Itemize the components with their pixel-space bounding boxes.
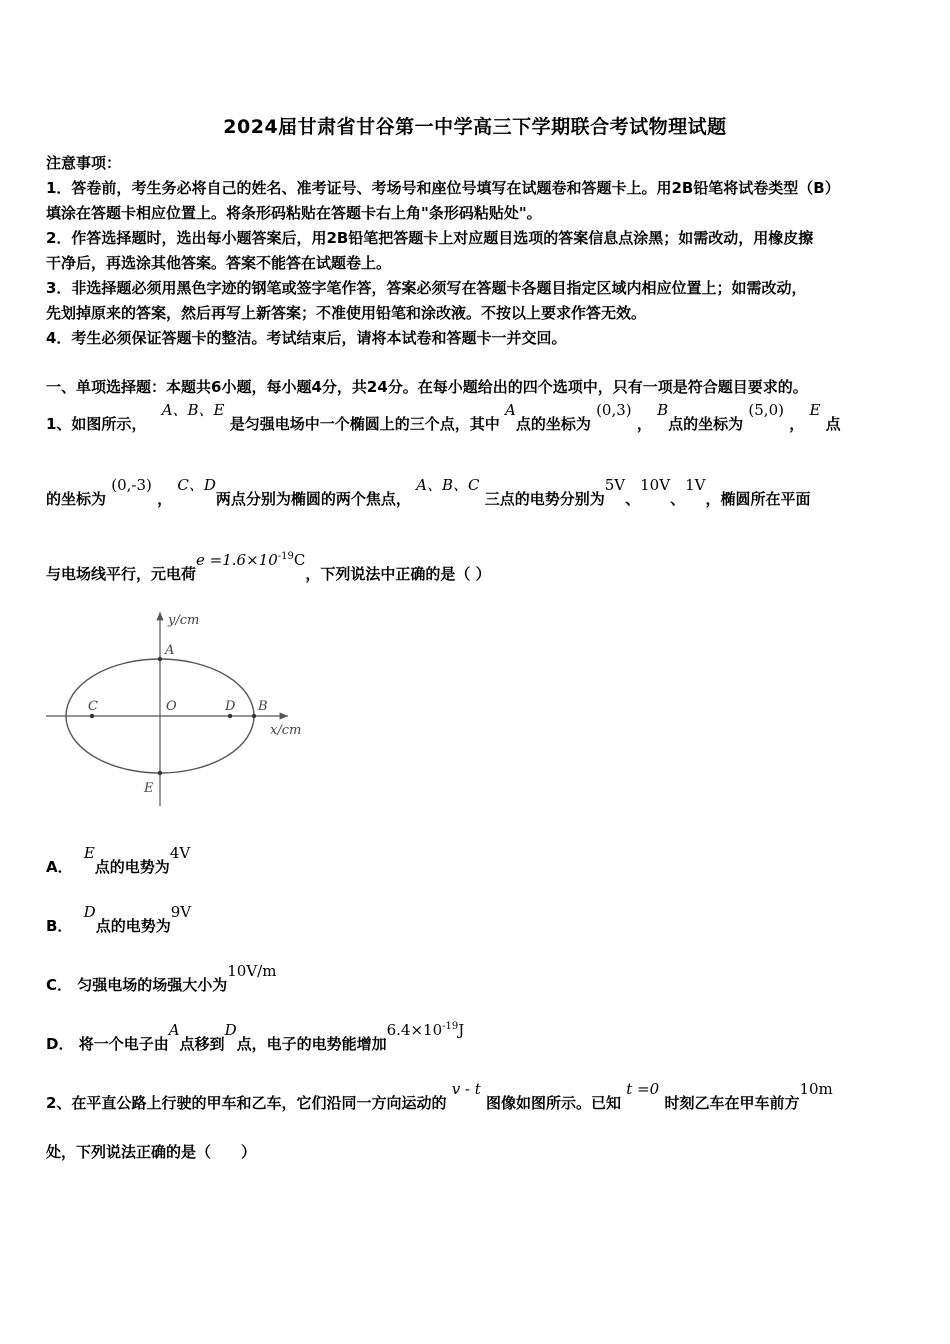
notice-item1-line2: 填涂在答题卡相应位置上。将条形码粘贴在答题卡右上角"条形码粘贴处"。	[46, 204, 542, 222]
q1-line1	[46, 401, 841, 434]
option-b-label: B．	[46, 917, 73, 935]
q1-prefix: 1、如图所示，	[46, 415, 147, 433]
option-b-var: D	[83, 903, 96, 921]
q1-coord-a: (0,3)	[596, 401, 632, 419]
option-b	[46, 903, 192, 936]
label-d: D	[225, 699, 236, 714]
q1-text6: 两点分别为椭圆的两个焦点，	[215, 490, 411, 508]
q1-comma3: ，	[157, 490, 173, 508]
notice-item4: 4．考生必须保证答题卡的整洁。考试结束后，请将本试卷和答题卡一并交回。	[46, 329, 567, 347]
q1-sep1: 、	[625, 490, 641, 508]
notice-item3-line2: 先划掉原来的答案，然后再写上新答案；不准使用铅笔和涂改液。不按以上要求作答无效。	[46, 304, 647, 322]
option-a-text: 点的电势为	[94, 858, 170, 876]
q1-points-abe: A、B、E	[161, 401, 225, 419]
point-b	[252, 714, 256, 718]
point-e	[158, 771, 162, 775]
q2-distance: 10m	[799, 1080, 833, 1098]
q2-text3: 时刻乙车在甲车前方	[664, 1094, 800, 1112]
option-d-text1: 将一个电子由	[78, 1035, 169, 1053]
option-c-label: C．	[46, 976, 73, 994]
q2-line2: 处，下列说法正确的是（ ）	[46, 1143, 257, 1161]
label-b: B	[258, 699, 268, 714]
option-b-value: 9V	[170, 903, 192, 921]
notice-item1-line1: 1．答卷前，考生务必将自己的姓名、准考证号、考场号和座位号填写在试题卷和答题卡上。用2B铅笔将试卷类型（B）	[46, 179, 840, 197]
option-a-var: E	[83, 844, 95, 862]
option-d-value-base: 6.4×10	[386, 1021, 443, 1039]
notice-item2-line2: 干净后，再选涂其他答案。答案不能答在试题卷上。	[46, 254, 392, 272]
option-d-text3: 点，电子的电势能增加	[236, 1035, 387, 1053]
option-d-label: D．	[46, 1035, 74, 1053]
option-d-value	[387, 1021, 465, 1039]
q1-text3: 点的坐标为	[668, 415, 744, 433]
q1-vars-abc: A、B、C	[416, 476, 480, 494]
q2-vt: v - t	[451, 1080, 481, 1098]
option-a-value: 4V	[169, 844, 191, 862]
option-d-value-exp: -19	[442, 1021, 459, 1032]
q1-potential-b: 10V	[640, 476, 671, 494]
q1-text1: 是匀强电场中一个椭圆上的三个点，其中	[229, 415, 500, 433]
option-a	[46, 844, 191, 877]
option-d-var1: A	[168, 1021, 180, 1039]
point-d	[228, 714, 232, 718]
label-c: C	[88, 699, 98, 714]
q2-text2: 图像如图所示。已知	[486, 1094, 622, 1112]
option-a-label: A．	[46, 858, 73, 876]
q1-vars-cd: C、D	[177, 476, 216, 494]
point-c	[90, 714, 94, 718]
q2-line1	[46, 1080, 833, 1113]
section-heading: 一、单项选择题：本题共6小题，每小题4分，共24分。在每小题给出的四个选项中，只有一项是符合题目要求的。	[46, 378, 808, 396]
q2-text1: 2、在平直公路上行驶的甲车和乙车，它们沿同一方向运动的	[46, 1094, 447, 1112]
point-a	[158, 657, 162, 661]
option-c-value: 10V/m	[227, 962, 277, 980]
ellipse-figure	[44, 606, 306, 806]
q1-charge	[196, 551, 305, 569]
page-title: 2024届甘肃省甘谷第一中学高三下学期联合考试物理试题	[223, 116, 727, 138]
notice-item3-line1: 3．非选择题必须用黑色字迹的钢笔或签字笔作答，答案必须写在答题卡各题目指定区域内相应位置上；如需改动，	[46, 279, 807, 297]
q1-text9: 与电场线平行，元电荷	[46, 565, 197, 583]
option-c-text: 匀强电场的场强大小为	[77, 976, 228, 994]
q1-text10: ，下列说法中正确的是（ ）	[305, 565, 491, 583]
q1-coord-b: (5,0)	[748, 401, 784, 419]
q1-var-e: E	[809, 401, 821, 419]
q1-var-a: A	[504, 401, 516, 419]
option-d-var2: D	[224, 1021, 237, 1039]
option-d-text2: 点移到	[179, 1035, 225, 1053]
notice-heading: 注意事项：	[46, 154, 122, 172]
label-e: E	[144, 781, 154, 796]
q1-comma: ，	[636, 415, 652, 433]
q1-sep2: 、	[670, 490, 686, 508]
q2-t0: t =0	[626, 1080, 660, 1098]
option-d-value-unit: J	[458, 1021, 465, 1039]
notice-item2-line1: 2．作答选择题时，选出每小题答案后，用2B铅笔把答题卡上对应题目选项的答案信息点涂黑；如需改动，用橡皮擦	[46, 229, 814, 247]
option-c	[46, 962, 277, 995]
q1-text5: 的坐标为	[46, 490, 107, 508]
q1-charge-unit: C	[293, 551, 306, 569]
q1-potential-a: 5V	[604, 476, 626, 494]
y-axis-label: y/cm	[168, 613, 200, 628]
q1-text2: 点的坐标为	[515, 415, 591, 433]
q1-charge-exp: -19	[277, 551, 294, 562]
q1-var-b: B	[657, 401, 669, 419]
label-a: A	[165, 643, 175, 658]
q1-line2	[46, 476, 811, 509]
q1-text4: 点	[825, 415, 841, 433]
x-axis-label: x/cm	[270, 723, 302, 738]
q1-coord-e: (0,-3)	[111, 476, 152, 494]
q1-text8: ，椭圆所在平面	[705, 490, 811, 508]
option-b-text: 点的电势为	[95, 917, 171, 935]
q1-potential-c: 1V	[685, 476, 706, 494]
q1-text7: 三点的电势分别为	[484, 490, 605, 508]
q1-comma2: ，	[789, 415, 805, 433]
label-o: O	[166, 699, 177, 714]
q1-charge-base: e =1.6×10	[196, 551, 278, 569]
